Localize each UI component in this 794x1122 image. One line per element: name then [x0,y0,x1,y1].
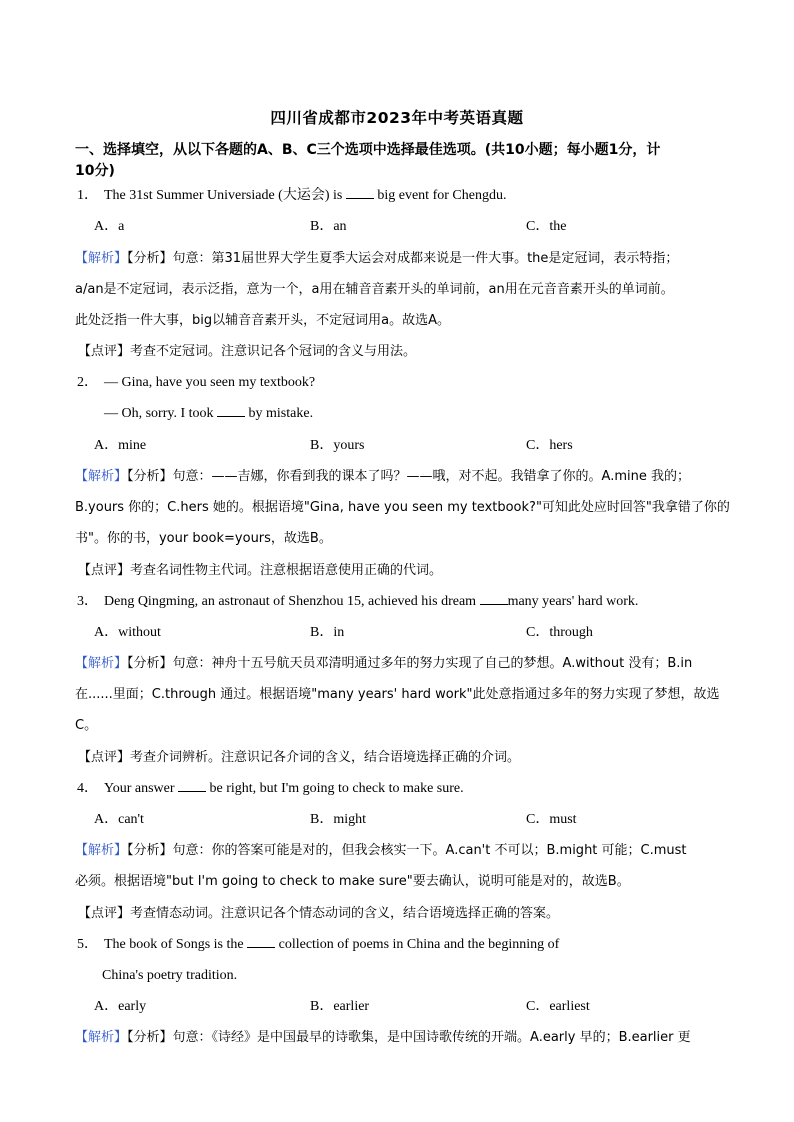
question-2-stem-line-1: — Gina, have you seen my textbook? [104,375,316,390]
analysis-tag: 【解析】 [75,469,128,484]
question-3-comment [78,748,520,768]
question-1-option-b: B．an [310,219,347,234]
answer-blank [247,935,275,948]
question-1-stem [104,186,506,206]
question-1-number: 1． [77,188,98,203]
question-1-stem-b: big event for Chengdu. [377,188,507,203]
question-4-analysis-line-1: 句意：你的答案可能是对的，但我会核实一下。A.can't 不可以；B.might 可能；C.must [172,843,687,858]
question-1-analysis-line-2: a/an是不定冠词，表示泛指，意为一个，a用在辅音音素开头的单词前，an用在元音音素开头的单词前。 [75,282,674,297]
question-5-analysis [75,1028,691,1048]
question-2-analysis-line-3: 书"。你的书，your book=yours，故选B。 [75,531,332,546]
question-4-comment [78,904,559,924]
question-5-stem-b: collection of poems in China and the beginning of [278,937,560,952]
question-2-stem-a: — Oh, sorry. I took [104,406,214,421]
question-1-analysis-line-3: 此处泛指一件大事，big以辅音音素开头，不定冠词用a。故选A。 [75,313,450,328]
question-1-comment-text: 考查不定冠词。注意识记各个冠词的含义与用法。 [130,344,417,359]
analysis-tag: 【解析】 [75,251,128,266]
question-5-option-c: C．earliest [526,999,590,1014]
answer-blank [217,404,245,417]
section-heading [75,140,755,182]
question-4-analysis-line-2: 必须。根据语境"but I'm going to check to make sure"要去确认，说明可能是对的，故选B。 [75,874,630,889]
question-3-analysis-line-1: 句意：神舟十五号航天员邓清明通过多年的努力实现了自己的梦想。A.without 没有；B.in [172,656,693,671]
question-5-stem-line-2: China's poetry tradition. [102,968,238,983]
question-1-analysis [75,249,678,269]
page-title: 四川省成都市2023年中考英语真题 [270,109,524,127]
section-heading-line-2: 10分) [75,163,115,179]
question-1-option-a: A．a [94,219,125,234]
question-4-comment-text: 考查情态动词。注意识记各个情态动词的含义，结合语境选择正确的答案。 [130,906,560,921]
question-1-analysis-line-1: 句意：第31届世界大学生夏季大运会对成都来说是一件大事。the是定冠词，表示特指； [172,251,679,266]
question-4-stem-a: Your answer [104,781,175,796]
question-4-stem [104,779,464,799]
question-3-stem-a: Deng Qingming, an astronaut of Shenzhou 15, achieved his dream [104,594,477,609]
question-5-stem [104,935,559,955]
question-2-comment-text: 考查名词性物主代词。注意根据语意使用正确的代词。 [130,563,443,578]
question-5-stem-a: The book of Songs is the [104,937,244,952]
question-2-stem-line-2 [104,404,313,424]
fenxi-tag: 【分析】 [127,1030,173,1045]
question-1-comment [78,342,416,362]
dianping-tag: 【点评】 [78,344,131,359]
question-2-comment [78,561,442,581]
question-2-analysis-line-1: 句意：——吉娜，你看到我的课本了吗？——哦，对不起。我错拿了你的。A.mine 我的； [172,469,690,484]
question-3-analysis-line-2: 在......里面；C.through 通过。根据语境"many years' hard work"此处意指通过多年的努力实现了梦想，故选 [75,687,720,702]
question-4-option-b: B．might [310,812,367,827]
question-3-comment-text: 考查介词辨析。注意识记各介词的含义，结合语境选择正确的介词。 [130,750,521,765]
question-2-analysis [75,467,690,487]
fenxi-tag: 【分析】 [127,251,173,266]
question-4-option-c: C．must [526,812,577,827]
question-1-option-c: C．the [526,219,567,234]
answer-blank [346,186,374,199]
question-3-option-a: A．without [94,625,161,640]
question-2-analysis-line-2: B.yours 你的；C.hers 她的。根据语境"Gina, have you seen my textbook?"可知此处应时回答"我拿错了你的 [75,500,730,515]
question-3-analysis [75,654,692,674]
question-4-number: 4． [77,781,98,796]
dianping-tag: 【点评】 [78,750,131,765]
fenxi-tag: 【分析】 [127,843,173,858]
question-2-option-b: B．yours [310,438,365,453]
analysis-tag: 【解析】 [75,843,128,858]
question-5-option-b: B．earlier [310,999,370,1014]
question-3-analysis-line-3: C。 [75,718,98,733]
question-5-analysis-line-1: 句意：《诗经》是中国最早的诗歌集，是中国诗歌传统的开端。A.early 早的；B.earlier 更 [172,1030,691,1045]
question-1-stem-a: The 31st Summer Universiade (大运会) is [104,188,343,203]
answer-blank [480,592,508,605]
question-3-stem-b: many years' hard work. [507,594,639,609]
question-4-analysis [75,841,687,861]
question-4-stem-b: be right, but I'm going to check to make sure. [209,781,464,796]
question-2-option-a: A．mine [94,438,147,453]
question-3-option-b: B．in [310,625,345,640]
question-5-option-a: A．early [94,999,147,1014]
dianping-tag: 【点评】 [78,563,131,578]
analysis-tag: 【解析】 [75,1030,128,1045]
analysis-tag: 【解析】 [75,656,128,671]
question-3-number: 3． [77,594,98,609]
question-5-number: 5． [77,937,98,952]
question-2-number: 2． [77,375,98,390]
question-2-stem-b: by mistake. [248,406,314,421]
answer-blank [178,779,206,792]
dianping-tag: 【点评】 [78,906,131,921]
question-3-stem [104,592,638,612]
question-3-option-c: C．through [526,625,593,640]
question-2-option-c: C．hers [526,438,573,453]
fenxi-tag: 【分析】 [127,656,173,671]
fenxi-tag: 【分析】 [127,469,173,484]
question-4-option-a: A．can't [94,812,144,827]
section-heading-line-1: 一、选择填空，从以下各题的A、B、C三个选项中选择最佳选项。(共10小题；每小题1分，计 [75,142,661,158]
